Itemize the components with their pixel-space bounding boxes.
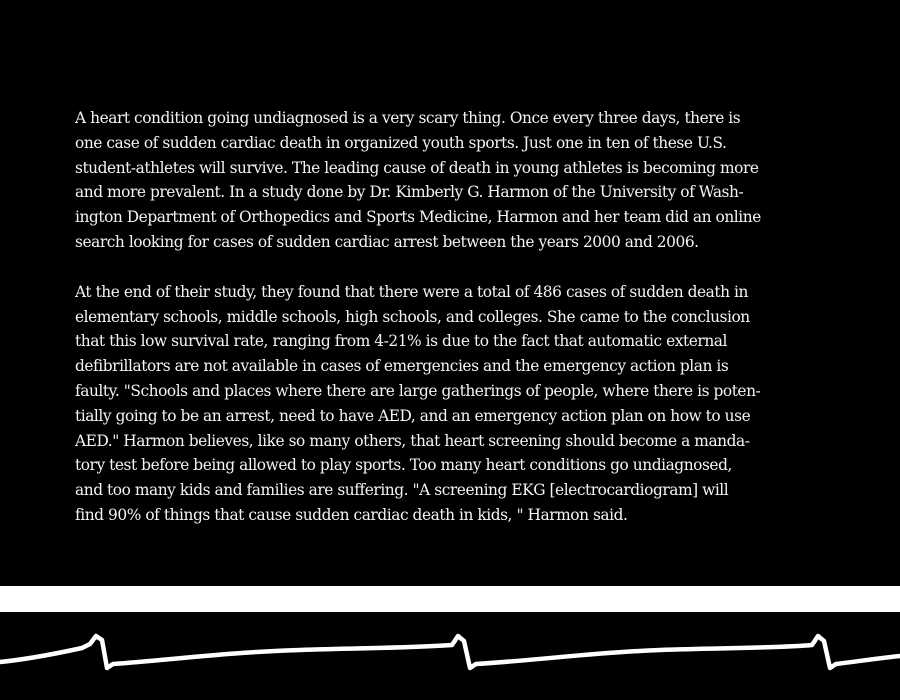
article-paragraph-2: At the end of their study, they found that there were a total of 486 cases of sudden death in elementary schools, middle schools, high schools, and colleges. She came to the conclusion that this low survival rate, ranging from 4-21% is due to the fact that automatic external defibrillators are not available in cases of emergencies and the emergency action plan is faulty. "Schools and places where there are large gatherings of people, where there is poten- tially going to be an arrest, need to have AED, and an emergency action plan on how to use AED." Harmon believes, like so many others, that heart screening should become a manda- tory test before being allowed to play sports. Too many heart conditions go undiagnosed, and too many kids and families are suffering. "A screening EKG [electrocardiogram] will find 90% of things that cause sudden cardiac death in kids, " Harmon said. [75,282,761,524]
white-divider-band [0,586,900,612]
article-body [75,106,815,553]
ecg-trace [0,636,900,668]
article-paragraph-1: A heart condition going undiagnosed is a very scary thing. Once every three days, there is one case of sudden cardiac death in organized youth sports. Just one in ten of these U.S. student-athletes will survive. The leading cause of death in young athletes is becoming more and more prevalent. In a study done by Dr. Kimberly G. Harmon of the University of Wash- ington Department of Orthopedics and Sports Medicine, Harmon and her team did an online search looking for cases of sudden cardiac arrest between the years 2000 and 2006. [75,109,761,251]
heartbeat-line-icon [0,612,900,700]
